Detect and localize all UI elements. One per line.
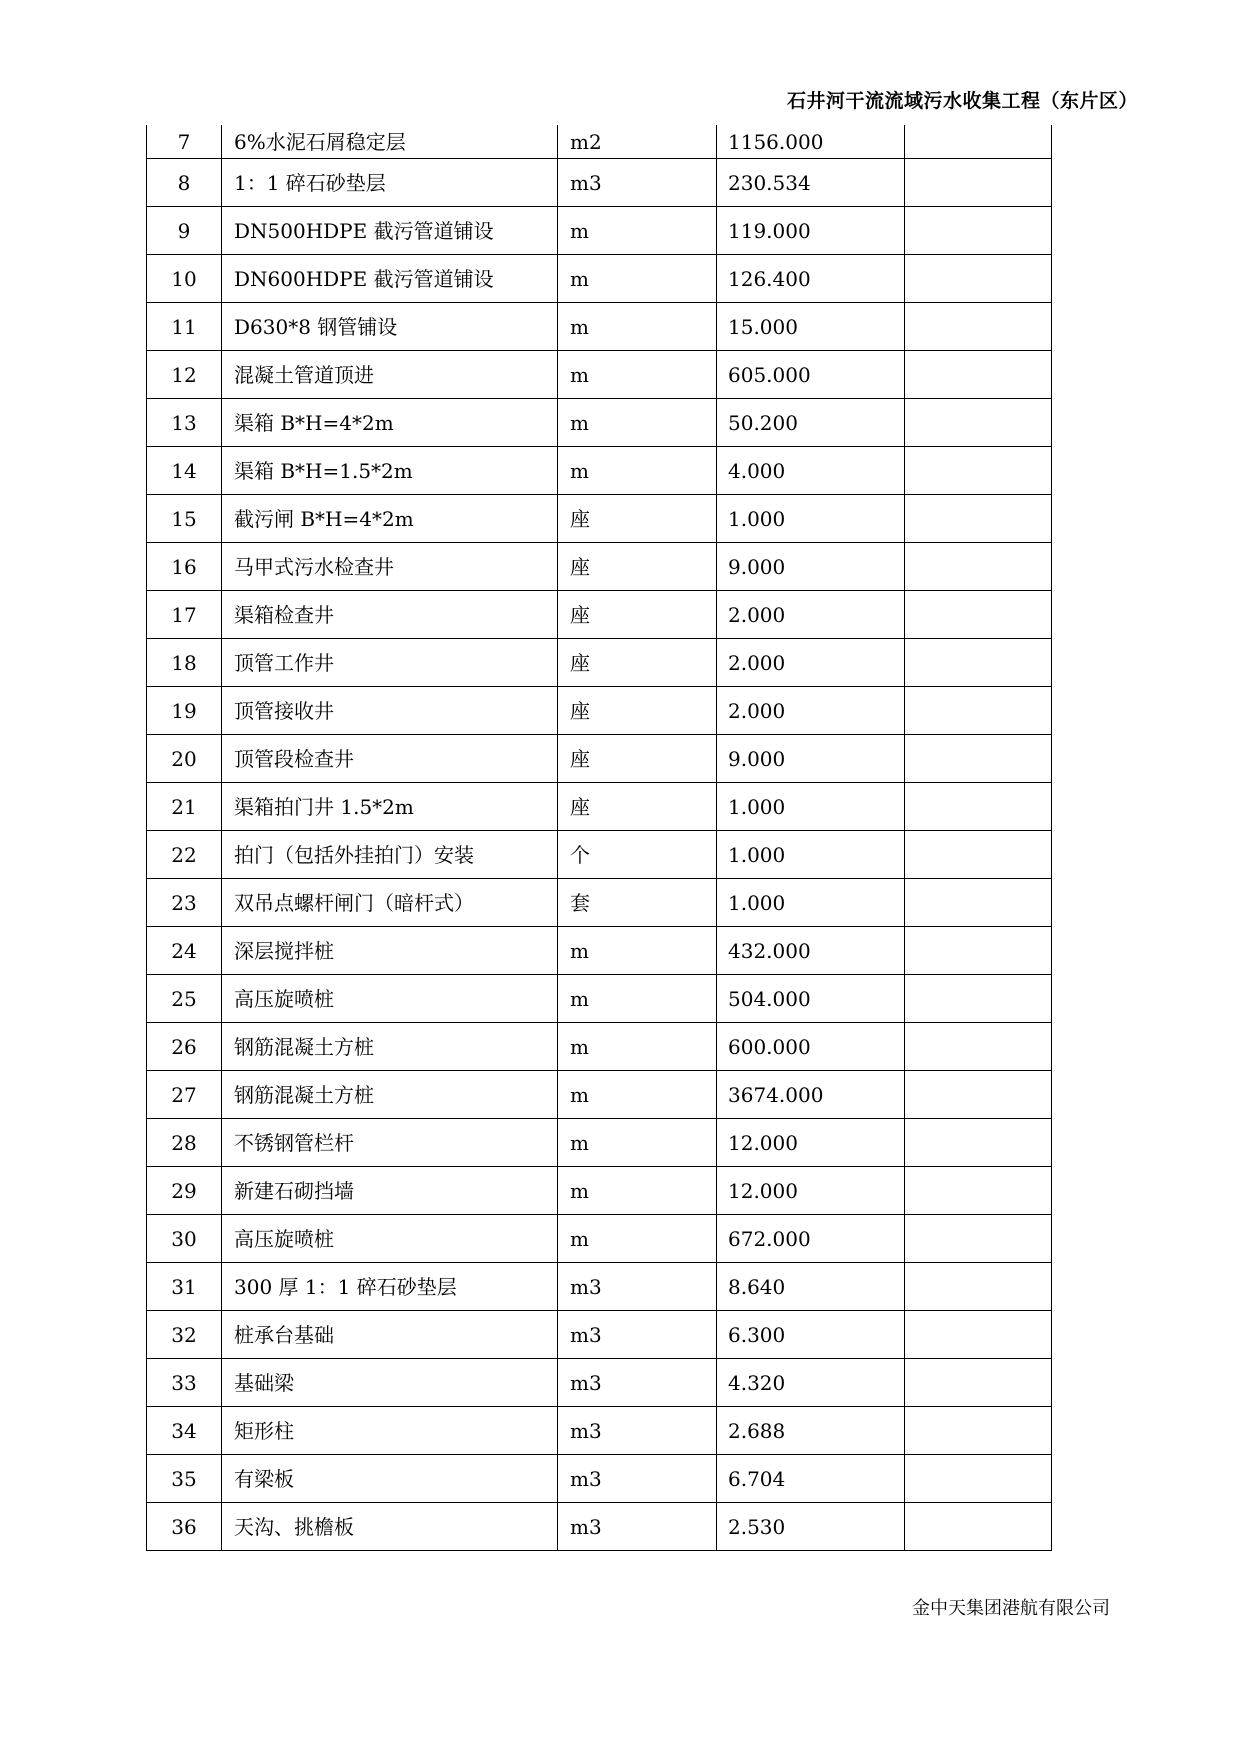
remark-cell [905, 1407, 1052, 1455]
item-name-cell: 顶管接收井 [222, 687, 558, 735]
table-row [147, 1311, 1052, 1359]
quantity-table-body [147, 125, 1052, 1551]
remark-cell [905, 159, 1052, 207]
unit-cell: 座 [558, 735, 717, 783]
unit-cell: m3 [558, 1455, 717, 1503]
quantity-cell: 119.000 [717, 207, 905, 255]
remark-cell [905, 1215, 1052, 1263]
table-row [147, 975, 1052, 1023]
quantity-cell: 6.704 [717, 1455, 905, 1503]
table-row [147, 1407, 1052, 1455]
quantity-cell: 504.000 [717, 975, 905, 1023]
table-row [147, 1071, 1052, 1119]
unit-cell: 个 [558, 831, 717, 879]
row-number-cell: 18 [147, 639, 222, 687]
item-name-cell: 6%水泥石屑稳定层 [222, 125, 558, 159]
row-number-cell: 22 [147, 831, 222, 879]
remark-cell [905, 399, 1052, 447]
row-number-cell: 31 [147, 1263, 222, 1311]
quantity-cell: 432.000 [717, 927, 905, 975]
unit-cell: m3 [558, 1311, 717, 1359]
quantity-cell: 12.000 [717, 1167, 905, 1215]
item-name-cell: 有梁板 [222, 1455, 558, 1503]
footer-company-name: 金中天集团港航有限公司 [912, 1598, 1110, 1619]
table-row [147, 879, 1052, 927]
quantity-cell: 1.000 [717, 783, 905, 831]
quantity-cell: 2.688 [717, 1407, 905, 1455]
row-number-cell: 20 [147, 735, 222, 783]
remark-cell [905, 543, 1052, 591]
item-name-cell: 渠箱检查井 [222, 591, 558, 639]
quantity-cell: 1.000 [717, 831, 905, 879]
item-name-cell: DN500HDPE 截污管道铺设 [222, 207, 558, 255]
item-name-cell: 顶管段检查井 [222, 735, 558, 783]
row-number-cell: 16 [147, 543, 222, 591]
table-row [147, 125, 1052, 159]
quantity-cell: 3674.000 [717, 1071, 905, 1119]
table-row [147, 495, 1052, 543]
remark-cell [905, 687, 1052, 735]
row-number-cell: 8 [147, 159, 222, 207]
remark-cell [905, 639, 1052, 687]
quantity-cell: 8.640 [717, 1263, 905, 1311]
table-row [147, 831, 1052, 879]
item-name-cell: 钢筋混凝土方桩 [222, 1071, 558, 1119]
table-row [147, 783, 1052, 831]
item-name-cell: 渠箱拍门井 1.5*2m [222, 783, 558, 831]
unit-cell: m [558, 1071, 717, 1119]
row-number-cell: 21 [147, 783, 222, 831]
row-number-cell: 12 [147, 351, 222, 399]
quantity-cell: 1.000 [717, 879, 905, 927]
unit-cell: 座 [558, 783, 717, 831]
quantity-cell: 12.000 [717, 1119, 905, 1167]
row-number-cell: 30 [147, 1215, 222, 1263]
remark-cell [905, 591, 1052, 639]
row-number-cell: 23 [147, 879, 222, 927]
row-number-cell: 33 [147, 1359, 222, 1407]
item-name-cell: 渠箱 B*H=1.5*2m [222, 447, 558, 495]
remark-cell [905, 1503, 1052, 1551]
quantity-cell: 2.530 [717, 1503, 905, 1551]
item-name-cell: D630*8 钢管铺设 [222, 303, 558, 351]
quantity-cell: 2.000 [717, 591, 905, 639]
unit-cell: 座 [558, 543, 717, 591]
item-name-cell: 高压旋喷桩 [222, 975, 558, 1023]
item-name-cell: 钢筋混凝土方桩 [222, 1023, 558, 1071]
quantity-cell: 9.000 [717, 735, 905, 783]
remark-cell [905, 1359, 1052, 1407]
remark-cell [905, 735, 1052, 783]
unit-cell: 座 [558, 591, 717, 639]
unit-cell: m [558, 255, 717, 303]
quantity-cell: 1.000 [717, 495, 905, 543]
table-row [147, 1023, 1052, 1071]
item-name-cell: 马甲式污水检查井 [222, 543, 558, 591]
table-row [147, 447, 1052, 495]
quantity-cell: 126.400 [717, 255, 905, 303]
table-row [147, 207, 1052, 255]
row-number-cell: 17 [147, 591, 222, 639]
unit-cell: m [558, 399, 717, 447]
row-number-cell: 15 [147, 495, 222, 543]
row-number-cell: 29 [147, 1167, 222, 1215]
unit-cell: m [558, 1023, 717, 1071]
remark-cell [905, 1071, 1052, 1119]
quantity-table [146, 125, 1052, 1551]
remark-cell [905, 783, 1052, 831]
row-number-cell: 24 [147, 927, 222, 975]
table-row [147, 687, 1052, 735]
quantity-cell: 15.000 [717, 303, 905, 351]
unit-cell: m [558, 1119, 717, 1167]
remark-cell [905, 303, 1052, 351]
remark-cell [905, 1263, 1052, 1311]
item-name-cell: 矩形柱 [222, 1407, 558, 1455]
unit-cell: m [558, 303, 717, 351]
item-name-cell: 深层搅拌桩 [222, 927, 558, 975]
quantity-cell: 605.000 [717, 351, 905, 399]
item-name-cell: 基础梁 [222, 1359, 558, 1407]
row-number-cell: 19 [147, 687, 222, 735]
remark-cell [905, 447, 1052, 495]
table-row [147, 639, 1052, 687]
quantity-cell: 50.200 [717, 399, 905, 447]
row-number-cell: 28 [147, 1119, 222, 1167]
remark-cell [905, 255, 1052, 303]
unit-cell: 座 [558, 687, 717, 735]
unit-cell: m2 [558, 125, 717, 159]
item-name-cell: 截污闸 B*H=4*2m [222, 495, 558, 543]
unit-cell: m [558, 927, 717, 975]
unit-cell: m3 [558, 1263, 717, 1311]
item-name-cell: 顶管工作井 [222, 639, 558, 687]
remark-cell [905, 125, 1052, 159]
row-number-cell: 25 [147, 975, 222, 1023]
item-name-cell: 桩承台基础 [222, 1311, 558, 1359]
item-name-cell: DN600HDPE 截污管道铺设 [222, 255, 558, 303]
row-number-cell: 35 [147, 1455, 222, 1503]
item-name-cell: 不锈钢管栏杆 [222, 1119, 558, 1167]
quantity-cell: 600.000 [717, 1023, 905, 1071]
unit-cell: m [558, 975, 717, 1023]
unit-cell: 套 [558, 879, 717, 927]
table-row [147, 1167, 1052, 1215]
table-row [147, 735, 1052, 783]
quantity-cell: 9.000 [717, 543, 905, 591]
item-name-cell: 300 厚 1：1 碎石砂垫层 [222, 1263, 558, 1311]
item-name-cell: 拍门（包括外挂拍门）安装 [222, 831, 558, 879]
table-row [147, 1263, 1052, 1311]
table-row [147, 1215, 1052, 1263]
remark-cell [905, 1167, 1052, 1215]
row-number-cell: 10 [147, 255, 222, 303]
unit-cell: 座 [558, 639, 717, 687]
remark-cell [905, 351, 1052, 399]
quantity-cell: 672.000 [717, 1215, 905, 1263]
unit-cell: m3 [558, 159, 717, 207]
row-number-cell: 34 [147, 1407, 222, 1455]
row-number-cell: 27 [147, 1071, 222, 1119]
table-row [147, 399, 1052, 447]
table-row [147, 927, 1052, 975]
unit-cell: m3 [558, 1503, 717, 1551]
table-row [147, 1503, 1052, 1551]
unit-cell: m3 [558, 1407, 717, 1455]
table-row [147, 1119, 1052, 1167]
row-number-cell: 32 [147, 1311, 222, 1359]
row-number-cell: 7 [147, 125, 222, 159]
row-number-cell: 14 [147, 447, 222, 495]
table-row [147, 351, 1052, 399]
table-row [147, 255, 1052, 303]
unit-cell: m [558, 207, 717, 255]
remark-cell [905, 1023, 1052, 1071]
remark-cell [905, 495, 1052, 543]
item-name-cell: 新建石砌挡墙 [222, 1167, 558, 1215]
quantity-cell: 230.534 [717, 159, 905, 207]
unit-cell: m [558, 1167, 717, 1215]
remark-cell [905, 1119, 1052, 1167]
unit-cell: m [558, 1215, 717, 1263]
quantity-cell: 2.000 [717, 639, 905, 687]
quantity-cell: 4.320 [717, 1359, 905, 1407]
table-row [147, 543, 1052, 591]
remark-cell [905, 879, 1052, 927]
remark-cell [905, 927, 1052, 975]
row-number-cell: 11 [147, 303, 222, 351]
quantity-cell: 2.000 [717, 687, 905, 735]
unit-cell: 座 [558, 495, 717, 543]
table-row [147, 1359, 1052, 1407]
item-name-cell: 高压旋喷桩 [222, 1215, 558, 1263]
quantity-cell: 4.000 [717, 447, 905, 495]
table-row [147, 591, 1052, 639]
table-row [147, 159, 1052, 207]
unit-cell: m3 [558, 1359, 717, 1407]
document-header-title: 石井河干流流域污水收集工程（东片区） [786, 90, 1138, 112]
row-number-cell: 9 [147, 207, 222, 255]
remark-cell [905, 1311, 1052, 1359]
item-name-cell: 混凝土管道顶进 [222, 351, 558, 399]
item-name-cell: 渠箱 B*H=4*2m [222, 399, 558, 447]
remark-cell [905, 1455, 1052, 1503]
item-name-cell: 天沟、挑檐板 [222, 1503, 558, 1551]
table-row [147, 1455, 1052, 1503]
item-name-cell: 双吊点螺杆闸门（暗杆式） [222, 879, 558, 927]
quantity-cell: 6.300 [717, 1311, 905, 1359]
item-name-cell: 1：1 碎石砂垫层 [222, 159, 558, 207]
remark-cell [905, 207, 1052, 255]
remark-cell [905, 975, 1052, 1023]
table-row [147, 303, 1052, 351]
unit-cell: m [558, 351, 717, 399]
unit-cell: m [558, 447, 717, 495]
quantity-cell: 1156.000 [717, 125, 905, 159]
row-number-cell: 26 [147, 1023, 222, 1071]
row-number-cell: 13 [147, 399, 222, 447]
row-number-cell: 36 [147, 1503, 222, 1551]
remark-cell [905, 831, 1052, 879]
